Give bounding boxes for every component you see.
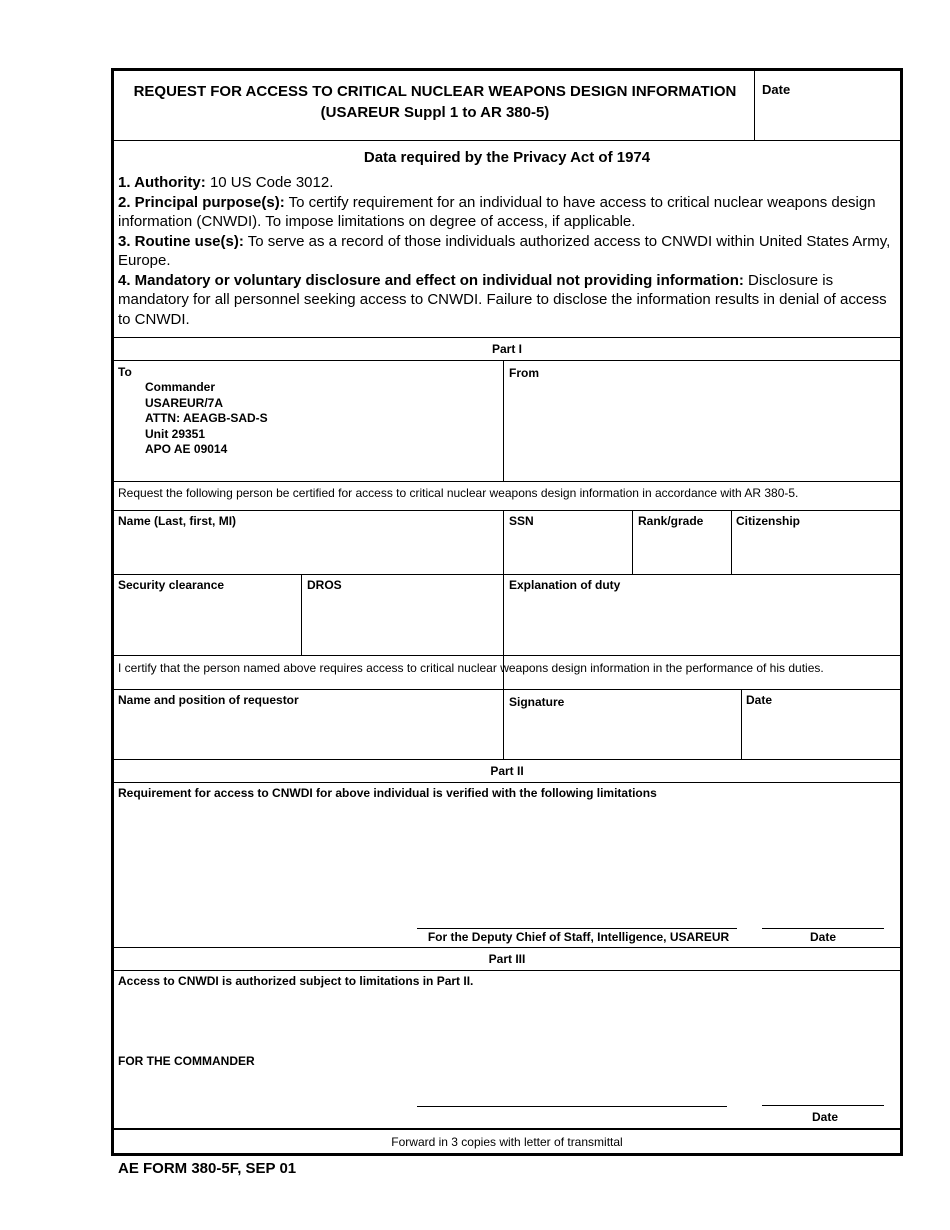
privacy-routine-use: 3. Routine use(s): To serve as a record of those individuals authorized access to CNWDI within United States Army, Europe. [118,232,891,269]
part1-heading: Part I [491,342,522,356]
requestor-date-label: Date [746,693,773,707]
from-field[interactable] [504,361,900,481]
request-statement: Request the following person be certified for access to critical nuclear weapons design information in accordance with AR 380-5. [118,486,799,500]
rank-field[interactable] [633,511,731,574]
divider [114,337,900,338]
citizenship-label: Citizenship [736,514,801,528]
commander-signature-line[interactable] [417,1106,727,1107]
privacy-statement [118,173,896,329]
ssn-label: SSN [509,514,534,528]
duty-field[interactable] [504,575,900,655]
to-address-line: APO AE 09014 [145,442,228,456]
part3-date-label: Date [811,1110,838,1124]
divider [114,782,900,783]
to-address-line: Unit 29351 [145,426,206,441]
divider [114,759,900,760]
name-label: Name (Last, first, MI) [118,514,237,528]
signature-field[interactable] [504,690,741,759]
dros-label: DROS [307,578,342,592]
privacy-purpose: 2. Principal purpose(s): To certify requirement for an individual to have access to critical nuclear weapons design information (CNWDI). To impose limitations on degree of access, if applicable. [118,193,876,230]
signature-label: Signature [509,695,565,709]
to-address-line: Commander [145,380,216,394]
request-form [111,68,903,1156]
divider [114,140,900,141]
to-address-line: ATTN: AEAGB-SAD-S [145,411,268,425]
requestor-label: Name and position of requestor [118,693,299,707]
clearance-label: Security clearance [118,578,225,592]
dcsi-signature-line[interactable] [417,928,737,929]
citizenship-field[interactable] [732,511,900,574]
divider [114,655,900,656]
form-title [114,81,756,123]
rank-label: Rank/grade [638,514,704,528]
divider [114,970,900,971]
part2-date-label: Date [809,930,836,944]
header-date-label: Date [762,82,791,97]
to-address-line: USAREUR/7A [145,395,224,410]
clearance-field[interactable] [114,575,301,655]
privacy-authority: 1. Authority: 10 US Code 3012. [118,174,334,191]
privacy-disclosure: 4. Mandatory or voluntary disclosure and effect on individual not providing information: Disclosure is mandatory for all personnel seeking access to CNWDI. Failure to disclose the information results in denial of access to CNWDI. [118,271,887,328]
form-title-line2: (USAREUR Suppl 1 to AR 380-5) [320,104,550,121]
part3-heading: Part III [488,952,526,966]
header-date-field[interactable] [755,71,900,140]
part3-date-line[interactable] [762,1105,884,1106]
limitations-field[interactable] [114,803,900,923]
from-label: From [509,366,539,380]
divider [114,481,900,482]
dros-field[interactable] [302,575,503,655]
requirement-statement: Requirement for access to CNWDI for above individual is verified with the following limitations [118,786,657,800]
to-label: To [118,365,132,379]
divider [114,947,900,948]
requestor-field[interactable] [114,690,503,759]
authorized-statement: Access to CNWDI is authorized subject to limitations in Part II. [118,974,474,988]
to-address [145,380,268,458]
forward-instruction: Forward in 3 copies with letter of transmittal [391,1135,623,1149]
duty-label: Explanation of duty [509,578,621,592]
ssn-field[interactable] [504,511,632,574]
for-the-commander: FOR THE COMMANDER [118,1054,255,1068]
form-number: AE FORM 380-5F, SEP 01 [118,1160,297,1177]
requestor-date-field[interactable] [742,690,900,759]
part2-date-line[interactable] [762,928,884,929]
name-field[interactable] [114,511,503,574]
privacy-heading: Data required by the Privacy Act of 1974 [363,149,651,166]
part2-heading: Part II [490,764,524,778]
certify-statement: I certify that the person named above requires access to critical nuclear weapons design information in the performance of his duties. [118,661,824,675]
dcsi-signer-caption: For the Deputy Chief of Staff, Intelligence, USAREUR [427,930,730,944]
form-title-line1: REQUEST FOR ACCESS TO CRITICAL NUCLEAR WEAPONS DESIGN INFORMATION [133,83,737,100]
divider [114,1128,900,1130]
